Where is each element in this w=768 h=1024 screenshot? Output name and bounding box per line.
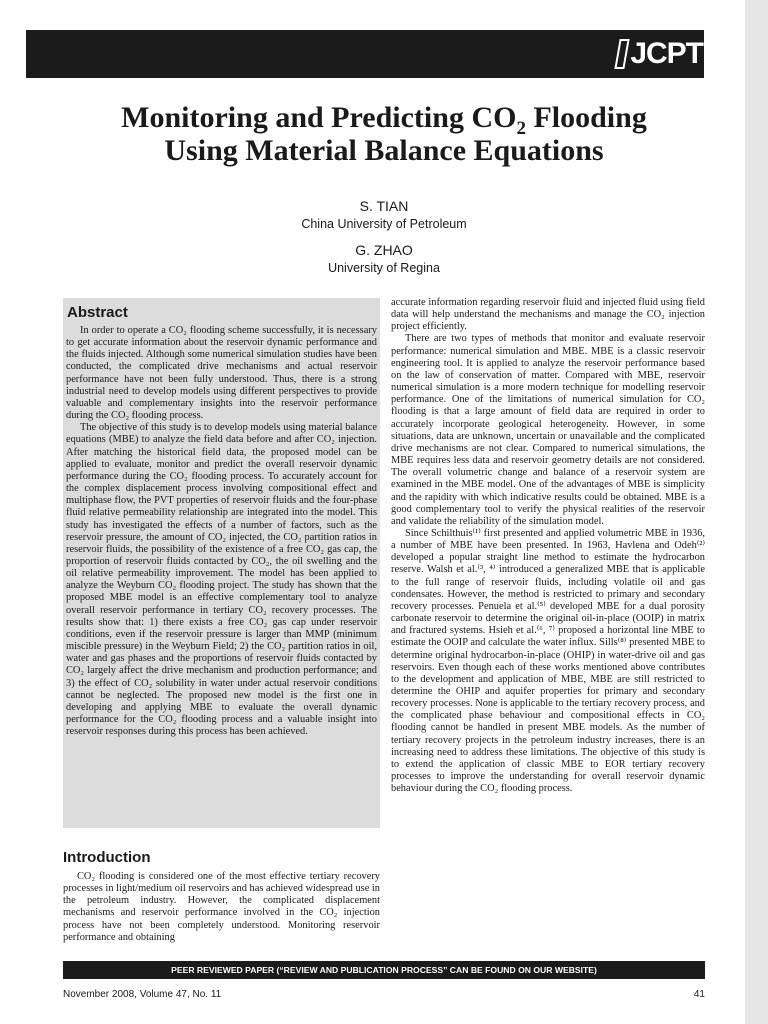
journal-header-bar <box>26 30 704 78</box>
introduction-paragraph: CO₂ flooding is considered one of the most effective tertiary recovery processes in light/medium oil reservoirs and has achieved widespread use in the petroleum industry. However, the complicated displacement mechanisms and reservoir performance involved in the CO₂ injection process have not been completely understood. Monitoring reservoir performance and obtaining <box>63 871 380 943</box>
right-column <box>391 297 705 795</box>
journal-logo <box>617 30 703 78</box>
page-edge-strip <box>745 0 768 1024</box>
logo-mark-icon <box>614 39 630 69</box>
title-line2: Using Material Balance Equations <box>164 134 604 167</box>
author-affiliation: China University of Petroleum <box>301 217 467 231</box>
author-affiliation: University of Regina <box>328 261 440 275</box>
introduction-section <box>63 849 380 944</box>
abstract-paragraph: In order to operate a CO₂ flooding scheme successfully, it is necessary to get accurate information about the reservoir dynamic performance and the fluids injected. Although some numerical simulation studies have been conducted, the complicated drive mechanisms and actual reservoir performance have not been fully understood. Thus, there is a strong industrial need to develop models using different perspectives to provide valuable and complementary insights into the reservoir performance during the CO₂ flooding process. <box>66 325 377 422</box>
author-name: G. ZHAO <box>355 242 413 258</box>
body-paragraph: Since Schilthuis⁽¹⁾ first presented and applied volumetric MBE in 1936, a number of MBE have been presented. In 1963, Havlena and Odeh⁽²⁾ developed a popular straight line method to estimate the hydrocarbon reserve. Walsh et al.⁽³, ⁴⁾ introduced a generalized MBE that is applicable to the full range of reservoir fluids, including volatile oil and gas condensates. However, the method is restricted to primary and secondary recovery processes. Penuela et al.⁽⁵⁾ developed MBE for a dual porosity carbonate reservoir to determine the original oil-in-place (OOIP) in matrix and fractured systems. Hsieh et al.⁽⁶, ⁷⁾ proposed a horizontal line MBE to estimate the OOIP and calculate the water influx. Sills⁽⁸⁾ presented MBE to determine original hydrocarbon-in-place (OHIP) in water-drive oil and gas reservoirs. Even though each of these works mentioned above contributes to the development and application of MBE, MBE are still restricted to determine the OHIP and aquifer properties for primary and secondary recovery processes. None is applicable to the tertiary recovery process, and the complicated phase behaviour and compositional effects in CO₂ flooding cannot be handled in present MBE models. As the number of tertiary recovery projects in the petroleum industry increases, there is an increasing need to address these limitations. The objective of this study is to extend the application of classic MBE to EOR tertiary recovery processes to improve the understanding for overall reservoir dynamic behaviour during the CO₂ flooding process. <box>391 527 705 795</box>
abstract-heading: Abstract <box>67 304 128 321</box>
introduction-heading: Introduction <box>63 849 151 866</box>
footer-issue: November 2008, Volume 47, No. 11 <box>63 989 222 1000</box>
author-block <box>26 196 742 284</box>
abstract-paragraph: The objective of this study is to develop models using material balance equations (MBE) to analyze the field data before and after CO₂ injection. After matching the historical field data, the proposed model can be applied to evaluate, monitor and predict the overall reservoir dynamic performance during the CO₂ flooding process. To accurately account for the complex displacement process involving compositional effect and multiphase flow, the PVT properties of reservoir fluids and the four-phase fluid relative permeability relationship are integrated into the model. This study has investigated the effects of a number of factors, such as the reservoir pressure, the amount of CO₂ injected, the CO₂ partition ratios in reservoir fluids, the possibility of the existence of a free CO₂ gas cap, the proportion of reservoir fluids contacted by CO₂, the oil swelling and the oil relative permeability improvement. The model has been applied to analyze the Weyburn CO₂ flooding project. The study has shown that the proposed MBE model is an effective complementary tool to analyze overall reservoir performance in tertiary CO₂ recovery processes. The results show that: 1) there exists a free CO₂ gas cap under reservoir conditions, even if the reservoir pressure is larger than MMP (minimum miscible pressure) in the Weyburn Field; 2) the CO₂ partition ratios in oil, water and gas phases and the proportions of reservoir fluids contacted by CO₂ largely affect the drive mechanism and production performance; and 3) the effect of CO₂ solubility in water under actual reservoir conditions cannot be neglected. The proposed new model is the first one in developing and applying MBE to evaluate the overall dynamic performance for the CO₂ flooding process and a valuable insight into reservoir responses during this process has been achieved. <box>66 422 377 738</box>
abstract-box <box>63 298 380 828</box>
footer-page-number: 41 <box>693 989 705 1000</box>
peer-review-banner: PEER REVIEWED PAPER (“REVIEW AND PUBLICATION PROCESS” CAN BE FOUND ON OUR WEBSITE) <box>63 961 705 979</box>
logo-text: JCPT <box>630 37 703 70</box>
title-line1-after: Flooding <box>525 101 647 134</box>
title-line1-subscript: 2 <box>516 118 526 139</box>
author-name: S. TIAN <box>359 198 409 214</box>
body-paragraph: accurate information regarding reservoir fluid and injected fluid using field data will help understand the mechanisms and manage the CO₂ injection project efficiently. <box>391 297 705 333</box>
body-paragraph: There are two types of methods that monitor and evaluate reservoir performance: numerical simulation and MBE. MBE is a classic reservoir engineering tool. It is applied to analyze the reservoir performance based on the law of conservation of matter. Compared with MBE, reservoir numerical simulation is a more modern technique for modelling reservoir performance. One of the limitations of numerical simulation for CO₂ flooding is that a large amount of field data are required in order to accurately incorporate geological heterogeneity. However, in some situations, data are unknown, uncertain or unavailable and the complicated drive mechanisms are not clear. Compared to numerical simulations, the MBE requires less data and reservoir geometry details are not considered. The overall volumetric change and balance of a reservoir system are examined in the MBE model. One of the advantages of MBE is simplicity and the rapidity with which indicative results could be obtained. MBE is a good complementary tool to verify the physical realities of the reservoir and validate the reliability of the simulation model. <box>391 333 705 527</box>
paper-title <box>26 101 742 167</box>
title-line1-before: Monitoring and Predicting CO <box>121 101 517 134</box>
